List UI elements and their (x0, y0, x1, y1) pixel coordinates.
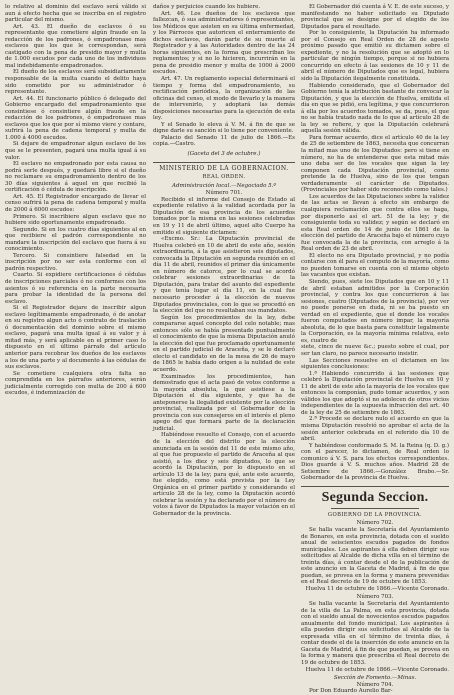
signature-line: Palacio del Senado 11 de julio de 1866.—Es copia.—Castro. (153, 134, 295, 148)
item-number: Número 704. (356, 681, 394, 688)
paragraph: Primero. Si inscribiere algun esclavo que no hubiere sido oportunamente empadronado. (5, 213, 146, 227)
paragraph: El esclavo no empadronado por esta causa no podrá serle después, y quedará libre si el dueño no reclamare su empadronamiento dentro de los 30 días siguientes á aquel en que recibió la certificación ó cédula de inscripción. (5, 161, 146, 194)
paragraph: Si el Registrador dejare de inscribir algun esclavo legítimamente empadronado, ó de anotar en su registro algun acto ó contrato de traslación ó documentación del dominio sobre el mismo esclavo, pagará una multa igual á su valor y á mitad más, y será aplicable en el primer caso lo dispuesto en el último párrafo del artículo anterior para recobrar los dueños de los esclavos a los de una parte y al documento á las cédulas de sus esclavos. (5, 305, 146, 371)
item-number: Número 701. (205, 190, 243, 197)
ministry-heading: MINISTERIO DE LA GOBERNACION. (159, 164, 289, 172)
paragraph: El dueño de los esclavos será subsidiariamente responsable de la multa cuando el delito haya sido cometido por su administrador ó representante. (5, 69, 146, 96)
paragraph: Tercero. Si consintiere falsedad en la inscripción por no ser esta conforme con el padrón respectivo. (5, 252, 146, 272)
paragraph: 1.ª Habiendo concurrido á las sesiones que celebró la Diputación provincial de Huelva en 10 y 11 de abril de este año la mayoría de los vocales que entonces la componían, pudo tomar acuerdos, y son válidos los que adoptó si no adolecen de otros vicios independientes de la supuesta infracción del art. 40 de la ley de 25 de setiembre de 1863. (301, 370, 449, 416)
divider (331, 508, 419, 509)
paragraph: El electo no era Diputado provincial, y no podía contarse con él para el computo de la mayoría, como no pueden tomarse en cuenta con el mismo objeto las vacantes que existan. (301, 252, 449, 279)
divider (301, 486, 449, 487)
section-subtitle: GOBIERNO DE LA PROVINCIA. (327, 511, 423, 518)
column-3 (301, 4, 449, 695)
paragraph: 2.ª Procede se declare nulo el acuerdo en que la misma Diputación resolvió no aprobar el acta de la sesión anterior celebrada en el referido día 10 de abril. (301, 416, 449, 443)
paragraph: Para formar acuerdo, dice el artículo 40 de la ley de 25 de setiembre de 1863, necesita que concurran la mitad mas uno de los Diputados: pero si tiene en número, no ha de entenderse que esta mitad más uno deba ser de los vocales que sigan la ley componen cada Diputación provincial, como pretende la de Huelva, sino de los que tengan verdaderamente el carácter de Diputados. (Provinciales por haber sido reconocido como tales.) (301, 134, 449, 194)
signature-line: Huelva 11 de octubre de 1866.—Vicente Coronado. (305, 585, 449, 592)
section-title: Segunda Seccion. (321, 489, 429, 505)
paragraph: Y el Senado lo eleva á V. M. á fin de que se digne darle su sanción si lo tiene por conveniente. (153, 121, 295, 135)
item-number: Número 702. (356, 520, 394, 527)
paragraph: «Excmo. Sr.: La Diputación provincial de Huelva celebró en 10 de abril de este año, sesión extraordinaria, á la que asistieron seis diputados, convocada la Diputación en segunda reunión en el día 11 de abril, reunidos el primer día únicamente en número de catorce, por lo cual se acordó celebrar sesiones extraordinarias de la Diputación, para tratar del asunto del expediente y que tenía lugar el día 11, en la cual fue necesario proceder á la elección de nuevos Diputados provinciales, con lo que se procedió en la elección del que no resultaban sus mandatos. (153, 236, 295, 315)
paragraph: Se cometiere cualquiera otra falta no comprendida en los párrafos anteriores, serán judicialmente corregido con multa de 200 á 600 escudos, é indemnización de (5, 370, 146, 397)
item-number: Número 703. (356, 594, 394, 601)
paragraph: Se halla vacante la Secretaría del Ayuntamiento de Bonares, en esta provincia, dotada con el sueldo anual de seiscientos escudos pagados de fondos municipales. Los aspirantes á ella deben dirigir sus solicitudes al Alcalde de dicha villa en el término de treinta días, á contar desde el de la publicación de este anuncio en la Gaceta de Madrid, á fin de que puedan, se provea en la forma y manera prevenidas en el Real decreto de 19 de octubre de 1853. (301, 527, 449, 586)
divider (153, 162, 295, 163)
paragraph: Y habiéndose conformado S. M. la Reina (q. D. g.) con el parecer, lo dictamen, de Real orden lo comunico á V. S. para los efectos correspondientes. Dios guarde á V. S. muchos años. Madrid 28 de Setiembre de 1866.—González Brabo.—Sr. Gobernador de la provincia de Huelva. (301, 442, 449, 482)
signature-line: Huelva 11 de octubre de 1866.—Vicente Coronado. (305, 666, 449, 673)
department-heading: Administración local.—Negociado 5.º (171, 182, 277, 189)
paragraph: Habiendo considerado, que el Gobernador del Gobierno tenía la atribución bastante de convocar la Diputación, y que la elección de Huelva, emitida el día en que se pidió, era legítima, y que concurrieron á ella por los acuerdos tomados, se da, pues, el que no se había tratado nada de lo que al artículo 28 de la ley se refiere, y que la Diputación celebrará aquella sesión válida. (301, 82, 449, 135)
paragraph: Art. 45. El Registrador encargado de llevar el censo sufrirá la pena de cadena temporal y multa de 2000 á 6000 escudos: (5, 193, 146, 213)
column-2 (153, 4, 295, 636)
paragraph: lo relativo al dominio del esclavo será válido si aun á efecto hecha que se inscriba en el registro particular del mismo. (5, 4, 146, 24)
gazette-citation: (Gaceta del 3 de octubre.) (187, 151, 261, 158)
paragraph: siete, cinco de nueve &c.; puesto sobre el cual, por ser tan claro, no parece necesario insistir. (301, 344, 449, 357)
paragraph: Art. 47. Un reglamento especial determinará el tiempo y forma del empadronamiento, su rectificación periódica, la organización de las oficinas del censo, el modo de llevarlo y la manera de intervenirlo, y adoptará las demás disposiciones necesarias para la ejecución de esta ley. (153, 76, 295, 122)
paragraph: Por lo consiguiente, la Diputación ha informado por el Consejo en Real Orden de 28 de agosto próximo pasado que emitió su dictamen sobre el expediente, y no la resolución que se adoptó en lo particular de ningún tiempo, porque si no hubiera concurrido en efecto á las sesiones de 10 y 11 de abril el número de Diputados que es legal, hubiera sido la Diputación ilegalmente constituida. (301, 30, 449, 83)
paragraph: daños y perjuicios cuando los hubiere. (153, 4, 261, 10)
paragraph: Por Don Eduardo Aurelio Bar- (309, 688, 393, 695)
paragraph: Siendo, pues, siete los Diputados que en 10 y 11 de abril estaban admitidos por la Corporación provincial, y contra los que concurrieron á las sesiones, cuatro (Diputados de la provincia), por ver no puede ponerse en duda, ni se ha puesto en verdad en el expediente, que el donde los vocales fueron computados en número impar, la mayoría absoluta, de lo que basta para constituir legalmente la Corporación, es la mayoría mínima relativa, esto es, cuatro de (301, 278, 449, 344)
order-heading: REAL ORDEN. (202, 174, 246, 181)
paragraph: Los acuerdos de las Diputaciones sobre la validez de las actas se llevan á efecto sin embargo de cualquiera reclamación que contra ellos se haga, por disponerlo así el art. 51 de la ley; y de consiguiente toda su validez; y según se declaró en esta Real orden de 14 de junio de 1861 de la elección del partido de Araceña bajo el número cuyo fue convocada la de la provincia, con arreglo á la Real orden de 23 de abril. (301, 193, 449, 253)
paragraph: Art. 44. El funcionario público ó delegado del Gobierno encargado del empadronamiento que consintiese ó consintiere algún fraude en la redacción de los padrones, ó empadronase mas esclavos que los que por sí mismo viere y contare, sufrirá la pena de cadena temporal y multa de 1.000 á 4000 escudos. (5, 95, 146, 141)
paragraph: Las Secciones resuelve en el dictamen en los siguientes conclusiones: (301, 357, 449, 371)
paragraph: Según los procedimientos de la ley, debe compararse aquel concepto del celo notable; mas entonces sólo se había presentado puntualmente el conocimiento de que la misma Diputación anuló la elección del que fue proclamado oportunamente en el partido judicial de Araceña, y se le declaró electo el candidato en de la mesa de 26 de mayo de 1865 le había dado origen a la nulidad de este acuerdo. (153, 314, 295, 373)
paragraph: Si dejare de empadronar algun esclavo de los que se le presenten, pagará una multa igual á su valor. (5, 141, 146, 161)
paragraph: Art. 46. Los dueños de los esclavos que fallezcan, ó sus administradores ó representantes, los Médicos que asisten en su última enfermedad, y los Párrocos que autoricen el enterramiento de dichos esclavos, darán parte de su muerte al Registrador y á las Autoridades dentro de las 24 horas siguientes, en la forma que prescriban los reglamentos; y si no lo hicieren, incurrirán en la pena de presidio menor y multa de 1000 á 2000 escudos. (153, 10, 295, 76)
paragraph: Recibido el informe del Consejo de Estado al expediente relativo á la validad acordada por la Diputación de esa provincia de los acuerdos tomados por la misma en las sesiones celebradas en 19 y 11 de abril último, aquel alto Cuerpo ha emitido el siguiente dictamen: (153, 196, 295, 236)
paragraph: Art. 43. El dueño de esclavos ó su representante que cometiere algún fraude en la redacción de los padrones, ó empadronase mas esclavos que los que le correspondan, será castigado con la pena de presidio mayor y multa de 1.000 escudos por cada uno de los individuos mal indebidamente empadronados. (5, 23, 146, 69)
paragraph: Se halla vacante la Secretaría del Ayuntamiento de la villa de La Palma, en esta provincia, dotada con el sueldo anual de novecientos escudos pagados anualmente del fondo municipal. Los aspirantes á ella pueden dirigir sus solicitudes al Alcalde de la expresada villa en el término de treinta días, á contar desde el de la inserción de este anuncio en la Gaceta de Madrid, á fin de que puedan, se provea en la forma y manera que prescriba el Real decreto de 19 de octubre de 1853. (301, 601, 449, 666)
paragraph: Cuarto. Si expidiere certificaciones ó cédulas de inscripciones parciales ó no conformes con los asientos ó su referencia en la parte necesaria para probar la identidad de la persona del esclavo. (5, 272, 146, 305)
paragraph: Habiéndose resuelto el Consejo, con el acuerdo de la elección del distrito por la elección anunciada en la sesión del 11 de este mismo año, al que fue propuesto el partido de Araceña al que asistió, a los diez y seis diputados, lo que se acordó la Diputación, por lo dispuesto en el artículo 13 de la ley; para qué, ante este acuerdo, fue elegido, como está prevista por la Ley Orgánica en el primer partido y considerando el artículo 28 de la ley, como la Diputación acordó celebrar la sesión y ha declarado por el número de votos á favor de Diputados la mayor votación en el Gobernador de la provincia. (153, 432, 296, 518)
paragraph: Segundo. Si en los cuatro días siguientes al en que recibiere el padrón correspondiente no mandare la inscripción del esclavo que fuera á su conocimiento. (5, 226, 146, 253)
paragraph: Examinados los procedimientos, han demostrado que el acta pasó de votos conforme a la mayoría absoluta, la que asistiese a la Diputación el día siguiente, y que ha de anteponerse la ilegalidad existente por la elección provincial, realizada por el Gobernador de la provincia con sus consejeros en el interés el pleno apego del que formará parte de la declaración judicial. (153, 373, 295, 432)
column-1 (5, 4, 146, 636)
section-heading: Sección de Fomento.—Minas. (333, 675, 417, 682)
paragraph: El Gobernador dió cuenta á V. E. de este suceso, y manifestando no haber solicitado su Diputado provincial que se designe por el elegido de los Diputados para el resultado. (301, 4, 449, 30)
